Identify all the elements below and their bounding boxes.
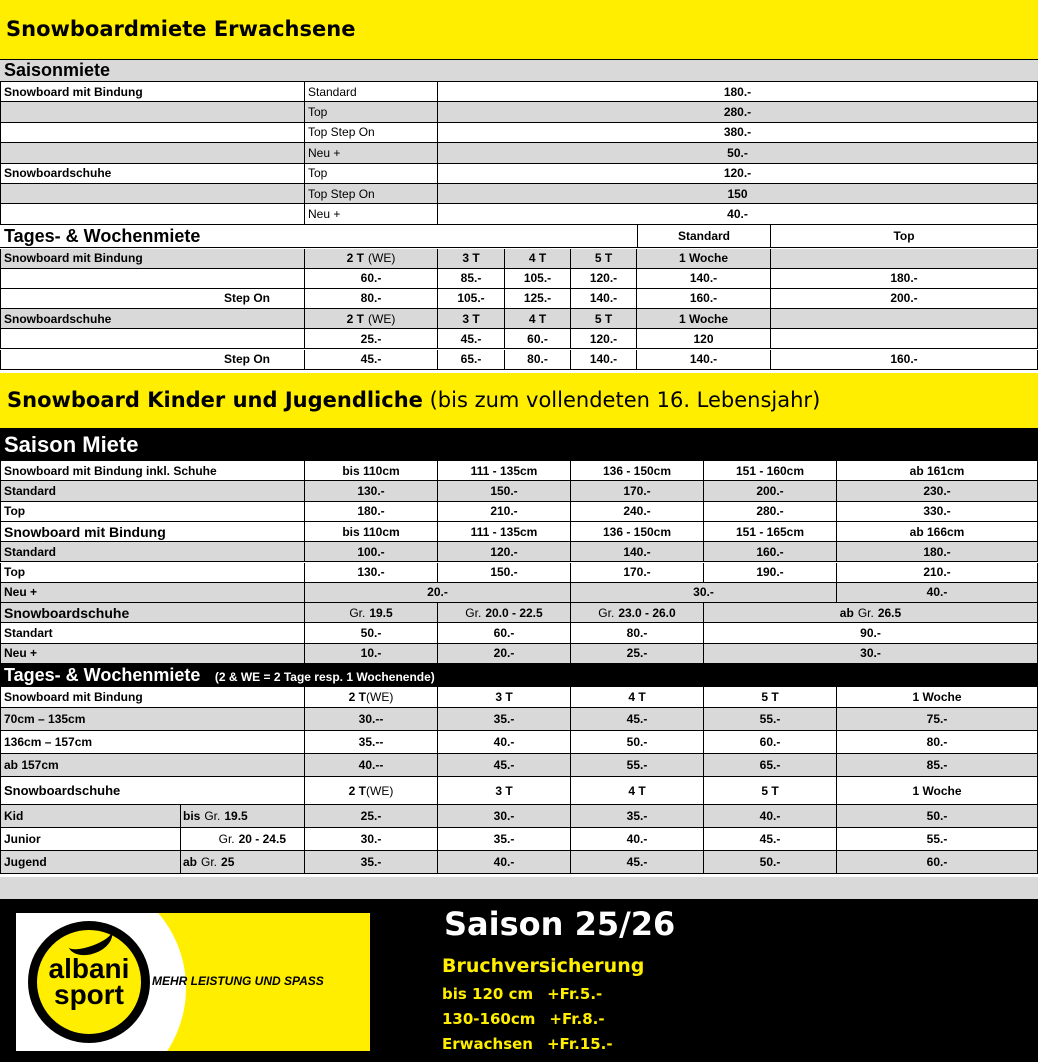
adult-day-price: 60.- (505, 329, 571, 349)
insurance-label: 130-160cm (442, 1010, 536, 1028)
adult-day-price: 85.- (438, 269, 505, 289)
adult-season-price: 280.- (438, 102, 1038, 122)
kids-size-header: bis 110cm (305, 461, 438, 481)
kids-day-hdr-week: 1 Woche (837, 777, 1038, 805)
kids-day-note: (2 & WE = 2 Tage resp. 1 Wochenende) (214, 670, 435, 684)
kids-size-header: ab 161cm (837, 461, 1038, 481)
kids-season-price: 140.- (571, 542, 704, 562)
kids-day-board-price: 30.-- (305, 708, 438, 731)
adult-day-price: 25.- (305, 329, 438, 349)
kids-title: Snowboard Kinder und Jugendliche (7, 388, 423, 412)
adult-day-hdr-empty (771, 249, 1038, 269)
insurance-item (442, 985, 602, 1007)
adult-day-price: 140.- (637, 350, 771, 370)
kids-title-note: (bis zum vollendeten 16. Lebensjahr) (429, 388, 821, 412)
kids-shoe-price: 10.- (305, 644, 438, 664)
adult-day-price: 120.- (571, 329, 637, 349)
kids-day-heading-wrap (4, 665, 435, 686)
kids-season-price: 170.- (571, 481, 704, 501)
kids-shoe-size-header: Gr. 20.0 - 22.5 (438, 603, 571, 623)
adult-day-heading-row (0, 225, 1038, 248)
kids-season-price: 330.- (837, 502, 1038, 522)
kids-day-board-price: 45.- (438, 754, 571, 777)
kids-shoe-size-header: Gr. 23.0 - 26.0 (571, 603, 704, 623)
kids-group1-label: Snowboard mit Bindung inkl. Schuhe (0, 461, 305, 481)
kids-day-board-price: 50.- (571, 731, 704, 754)
adult-day-hdr-4t: 4 T (505, 309, 571, 329)
adult-season-heading-row (0, 59, 1038, 82)
adult-day-price (771, 329, 1038, 349)
kids-day-shoe-size: ab Gr. 25 (181, 851, 305, 874)
adult-title: Snowboardmiete Erwachsene (6, 17, 356, 41)
adult-day-hdr-3t: 3 T (438, 249, 505, 269)
kids-shoe-price: 20.- (438, 644, 571, 664)
adult-col-top: Top (771, 225, 1038, 248)
logo-panel (16, 913, 370, 1051)
kids-day-shoe-price: 35.- (571, 805, 704, 828)
adult-day-hdr-empty (771, 309, 1038, 329)
kids-day-board-row-label: 70cm – 135cm (0, 708, 305, 731)
adult-day-hdr-5t: 5 T (571, 309, 637, 329)
insurance-title: Bruchversicherung (442, 955, 645, 977)
insurance-price: +Fr.8.- (549, 1010, 605, 1028)
kids-day-board-label: Snowboard mit Bindung (0, 687, 305, 708)
adult-day-row-label: Step On (0, 350, 305, 370)
adult-day-price: 180.- (771, 269, 1038, 289)
adult-season-type: Neu + (305, 143, 438, 163)
kids-day-shoe-price: 35.- (305, 851, 438, 874)
kids-day-board-price: 85.- (837, 754, 1038, 777)
kids-group1-standard: Standard (0, 481, 305, 501)
kids-day-board-price: 55.- (571, 754, 704, 777)
kids-day-shoe-price: 35.- (438, 828, 571, 851)
kids-day-board-price: 35.-- (305, 731, 438, 754)
kids-shoe-price: 60.- (438, 623, 571, 643)
kids-season-price: 160.- (704, 542, 837, 562)
kids-shoe-price: 90.- (704, 623, 1038, 643)
kids-size-header: 111 - 135cm (438, 461, 571, 481)
kids-season-price: 150.- (438, 481, 571, 501)
kids-day-hdr-4t: 4 T (571, 687, 704, 708)
adult-day-price: 160.- (771, 350, 1038, 370)
logo-slogan: MEHR LEISTUNG UND SPASS (152, 974, 324, 988)
kids-season-price: 130.- (305, 563, 438, 583)
kids-day-hdr-5t: 5 T (704, 777, 837, 805)
adult-season-price: 150 (438, 184, 1038, 204)
kids-size-header: 151 - 160cm (704, 461, 837, 481)
adult-season-price: 380.- (438, 123, 1038, 143)
insurance-price: +Fr.5.- (547, 985, 603, 1003)
kids-day-shoe-size: bis Gr. 19.5 (181, 805, 305, 828)
adult-day-hdr-2t: 2 T (WE) (305, 249, 438, 269)
kids-size-header: bis 110cm (305, 522, 438, 542)
kids-day-board-price: 75.- (837, 708, 1038, 731)
adult-day-shoes-label: Snowboardschuhe (0, 309, 305, 329)
kids-day-shoe-price: 60.- (837, 851, 1038, 874)
adult-day-row-label (0, 269, 305, 289)
adult-season-type: Top (305, 164, 438, 184)
kids-day-board-price: 55.- (704, 708, 837, 731)
adult-col-standard: Standard (637, 225, 771, 248)
kids-season-heading: Saison Miete (4, 431, 139, 457)
kids-shoe-size-header: Gr. 19.5 (305, 603, 438, 623)
kids-season-price: 120.- (438, 542, 571, 562)
insurance-price: +Fr.15.- (546, 1035, 613, 1053)
adult-day-heading: Tages- & Wochenmiete (4, 225, 201, 246)
adult-season-price: 180.- (438, 82, 1038, 102)
kids-shoe-price: 80.- (571, 623, 704, 643)
insurance-label: bis 120 cm (442, 985, 534, 1003)
kids-day-hdr-3t: 3 T (438, 687, 571, 708)
adult-day-hdr-2t: 2 T (WE) (305, 309, 438, 329)
adult-season-label: Snowboardschuhe (0, 164, 305, 184)
kids-day-shoe-price: 30.- (305, 828, 438, 851)
kids-season-heading-row (0, 428, 1038, 461)
adult-day-price: 120 (637, 329, 771, 349)
kids-season-price: 100.- (305, 542, 438, 562)
kids-day-shoe-price: 40.- (438, 851, 571, 874)
kids-day-hdr-2t: 2 T (WE) (305, 777, 438, 805)
kids-day-shoe-price: 45.- (704, 828, 837, 851)
kids-day-shoe-size: Gr. 20 - 24.5 (181, 828, 305, 851)
adult-season-label (0, 102, 305, 122)
adult-day-price: 125.- (505, 289, 571, 309)
adult-season-label (0, 143, 305, 163)
adult-day-price: 45.- (305, 350, 438, 370)
kids-shoe-price: 30.- (704, 644, 1038, 664)
kids-day-shoe-row-label: Kid (0, 805, 181, 828)
footer (0, 899, 1038, 1062)
kids-title-wrap (7, 388, 820, 412)
kids-day-shoe-price: 50.- (837, 805, 1038, 828)
kids-shoe-price: 50.- (305, 623, 438, 643)
adult-day-price: 80.- (305, 289, 438, 309)
insurance-item (442, 1035, 613, 1057)
adult-day-hdr-3t: 3 T (438, 309, 505, 329)
adult-day-row-label: Step On (0, 289, 305, 309)
logo-line1: albani (48, 953, 130, 984)
adult-season-type: Neu + (305, 204, 438, 224)
adult-season-type: Top (305, 102, 438, 122)
kids-day-board-price: 45.- (571, 708, 704, 731)
kids-group2-top: Top (0, 563, 305, 583)
adult-season-label (0, 123, 305, 143)
adult-day-price: 160.- (637, 289, 771, 309)
adult-season-label (0, 204, 305, 224)
adult-season-price: 120.- (438, 164, 1038, 184)
kids-shoe-row-label: Standart (0, 623, 305, 643)
kids-day-shoe-price: 40.- (571, 828, 704, 851)
adult-day-price: 105.- (505, 269, 571, 289)
kids-day-hdr-5t: 5 T (704, 687, 837, 708)
kids-shoe-row-label: Neu + (0, 644, 305, 664)
adult-day-price: 140.- (571, 350, 637, 370)
kids-day-board-row-label: 136cm – 157cm (0, 731, 305, 754)
kids-neu-price: 20.- (305, 583, 571, 603)
kids-day-hdr-3t: 3 T (438, 777, 571, 805)
kids-day-hdr-week: 1 Woche (837, 687, 1038, 708)
kids-day-shoe-price: 45.- (571, 851, 704, 874)
kids-size-header: 111 - 135cm (438, 522, 571, 542)
kids-day-shoe-price: 55.- (837, 828, 1038, 851)
season-label: Saison 25/26 (444, 905, 676, 943)
adult-day-price: 140.- (571, 289, 637, 309)
kids-day-shoe-row-label: Jugend (0, 851, 181, 874)
kids-season-price: 230.- (837, 481, 1038, 501)
kids-day-heading-row (0, 663, 1038, 687)
kids-day-hdr-2t: 2 T (WE) (305, 687, 438, 708)
kids-day-board-price: 65.- (704, 754, 837, 777)
kids-size-header: 136 - 150cm (571, 522, 704, 542)
kids-season-price: 190.- (704, 563, 837, 583)
kids-day-heading: Tages- & Wochenmiete (4, 665, 201, 685)
adult-day-price: 200.- (771, 289, 1038, 309)
adult-day-price: 120.- (571, 269, 637, 289)
adult-season-label: Snowboard mit Bindung (0, 82, 305, 102)
kids-day-board-row-label: ab 157cm (0, 754, 305, 777)
kids-day-board-price: 60.- (704, 731, 837, 754)
kids-group2-label: Snowboard mit Bindung (0, 522, 305, 542)
kids-size-header: 136 - 150cm (571, 461, 704, 481)
adult-season-heading: Saisonmiete (4, 60, 111, 80)
adult-title-bar (0, 0, 1038, 59)
kids-day-board-price: 35.- (438, 708, 571, 731)
adult-day-price: 80.- (505, 350, 571, 370)
kids-shoe-size-header: ab Gr. 26.5 (704, 603, 1038, 623)
adult-season-type: Standard (305, 82, 438, 102)
adult-day-hdr-5t: 5 T (571, 249, 637, 269)
adult-day-hdr-4t: 4 T (505, 249, 571, 269)
kids-shoe-price: 25.- (571, 644, 704, 664)
kids-neu-price: 40.- (837, 583, 1038, 603)
logo-badge (28, 921, 150, 1043)
kids-group2-standard: Standard (0, 542, 305, 562)
adult-day-price: 140.- (637, 269, 771, 289)
kids-season-price: 150.- (438, 563, 571, 583)
adult-day-hdr-week: 1 Woche (637, 309, 771, 329)
kids-title-bar (0, 373, 1038, 428)
kids-day-shoe-row-label: Junior (0, 828, 181, 851)
insurance-item (442, 1010, 605, 1032)
adult-day-row-label (0, 329, 305, 349)
kids-day-shoe-price: 25.- (305, 805, 438, 828)
kids-day-shoes-label: Snowboardschuhe (0, 777, 305, 805)
kids-day-shoe-price: 30.- (438, 805, 571, 828)
kids-bottom-strip (0, 877, 1038, 899)
kids-day-hdr-4t: 4 T (571, 777, 704, 805)
kids-season-price: 210.- (837, 563, 1038, 583)
kids-day-shoe-price: 50.- (704, 851, 837, 874)
adult-day-price: 60.- (305, 269, 438, 289)
kids-day-board-price: 40.-- (305, 754, 438, 777)
kids-day-shoe-price: 40.- (704, 805, 837, 828)
kids-size-header: ab 166cm (837, 522, 1038, 542)
kids-day-board-price: 80.- (837, 731, 1038, 754)
kids-season-price: 180.- (305, 502, 438, 522)
kids-group2-neu: Neu + (0, 583, 305, 603)
kids-size-header: 151 - 165cm (704, 522, 837, 542)
adult-season-type: Top Step On (305, 123, 438, 143)
kids-season-price: 170.- (571, 563, 704, 583)
adult-season-price: 50.- (438, 143, 1038, 163)
kids-season-price: 240.- (571, 502, 704, 522)
kids-season-price: 130.- (305, 481, 438, 501)
kids-day-board-price: 40.- (438, 731, 571, 754)
adult-season-price: 40.- (438, 204, 1038, 224)
insurance-label: Erwachsen (442, 1035, 533, 1053)
kids-season-price: 180.- (837, 542, 1038, 562)
kids-season-price: 280.- (704, 502, 837, 522)
kids-shoes-label: Snowboardschuhe (0, 603, 305, 623)
kids-neu-price: 30.- (571, 583, 837, 603)
adult-season-type: Top Step On (305, 184, 438, 204)
adult-day-hdr-week: 1 Woche (637, 249, 771, 269)
adult-day-price: 105.- (438, 289, 505, 309)
kids-season-price: 210.- (438, 502, 571, 522)
adult-season-label (0, 184, 305, 204)
adult-day-board-label: Snowboard mit Bindung (0, 249, 305, 269)
adult-day-price: 45.- (438, 329, 505, 349)
kids-season-price: 200.- (704, 481, 837, 501)
adult-day-price: 65.- (438, 350, 505, 370)
kids-group1-top: Top (0, 502, 305, 522)
logo-line2: sport (54, 979, 124, 1010)
